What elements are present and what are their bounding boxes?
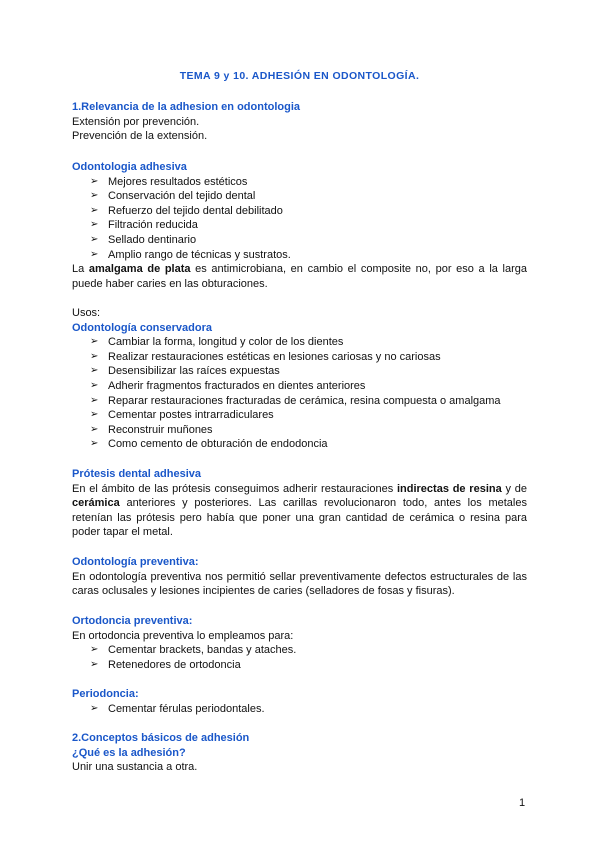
arrow-bullet-icon: ➢ <box>90 394 99 406</box>
arrow-bullet-icon: ➢ <box>90 175 99 187</box>
page-number: 1 <box>519 797 526 809</box>
list-item: ➢ Amplio rango de técnicas y sustratos. <box>90 248 291 261</box>
section-odontologia-adhesiva <box>72 160 527 291</box>
bullet-list <box>72 335 527 452</box>
arrow-bullet-icon: ➢ <box>90 336 99 348</box>
list-item: ➢ Reconstruir muñones <box>90 423 213 436</box>
section-heading: Prótesis dental adhesiva <box>72 468 201 480</box>
list-item: ➢ Desensibilizar las raíces expuestas <box>90 365 280 378</box>
section-heading: Odontología conservadora <box>72 321 212 334</box>
list-item: ➢ Sellado dentinario <box>90 233 197 246</box>
answer-line: Unir una sustancia a otra. <box>72 761 198 774</box>
section-protesis <box>72 467 527 540</box>
arrow-bullet-icon: ➢ <box>90 204 99 216</box>
text-line: Prevención de la extensión. <box>72 130 208 143</box>
arrow-bullet-icon: ➢ <box>90 438 99 450</box>
text-line: Extensión por prevención. <box>72 115 200 128</box>
arrow-bullet-icon: ➢ <box>90 350 99 362</box>
section-heading: Periodoncia: <box>72 688 139 700</box>
bullet-list <box>72 643 527 672</box>
intro-line: En ortodoncia preventiva lo empleamos para: <box>72 629 294 642</box>
list-item: ➢ Retenedores de ortodoncia <box>90 658 241 671</box>
list-item: ➢ Filtración reducida <box>90 219 198 232</box>
arrow-bullet-icon: ➢ <box>90 233 99 245</box>
list-item: ➢ Mejores resultados estéticos <box>90 175 248 188</box>
section-heading: Odontologia adhesiva <box>72 161 187 173</box>
section-heading: 1.Relevancia de la adhesion en odontologia <box>72 101 300 113</box>
section-heading: Odontología preventiva: <box>72 556 199 568</box>
list-item: ➢ Refuerzo del tejido dental debilitado <box>90 204 283 217</box>
section-heading: 2.Conceptos básicos de adhesión <box>72 732 250 744</box>
bullet-list <box>72 702 527 717</box>
list-item: ➢ Conservación del tejido dental <box>90 190 256 203</box>
section-heading: Ortodoncia preventiva: <box>72 615 193 627</box>
arrow-bullet-icon: ➢ <box>90 658 99 670</box>
section-preventiva <box>72 555 527 599</box>
document-title: TEMA 9 y 10. ADHESIÓN EN ODONTOLOGÍA. <box>179 70 420 82</box>
list-item: ➢ Cambiar la forma, longitud y color de los dientes <box>90 336 344 349</box>
paragraph-protesis: En el ámbito de las prótesis conseguimos adherir restauraciones indirectas de resina y de cerámica anteriores y posteriores. Las carillas revolucionaron todo, antes los metales retenían las prótesis pero había que poner una gran cantidad de cerámica o resina para poder tapar el metal. <box>72 482 527 539</box>
section-odontologia-conservadora <box>72 306 527 452</box>
paragraph-preventiva: En odontología preventiva nos permitió sellar preventivamente defectos estructurales de las caras oclusales y lesiones incipientes de caries (selladores de fosas y fisuras). <box>72 570 527 598</box>
list-item: ➢ Adherir fragmentos fracturados en dientes anteriores <box>90 379 366 392</box>
list-item: ➢ Cementar férulas periodontales. <box>90 702 265 715</box>
list-item: ➢ Reparar restauraciones fracturadas de cerámica, resina compuesta o amalgama <box>90 394 501 407</box>
section-conceptos <box>72 731 527 775</box>
section-ortodoncia <box>72 614 527 672</box>
section-periodoncia <box>72 687 527 716</box>
bullet-list <box>72 175 527 263</box>
arrow-bullet-icon: ➢ <box>90 702 99 714</box>
arrow-bullet-icon: ➢ <box>90 379 99 391</box>
arrow-bullet-icon: ➢ <box>90 365 99 377</box>
list-item: ➢ Cementar postes intrarradiculares <box>90 409 274 422</box>
paragraph-amalgama: La amalgama de plata es antimicrobiana, en cambio el composite no, por eso a la larga puede haber caries en las obturaciones. <box>72 263 527 290</box>
subheading-question: ¿Qué es la adhesión? <box>72 746 186 759</box>
arrow-bullet-icon: ➢ <box>90 423 99 435</box>
arrow-bullet-icon: ➢ <box>90 190 99 202</box>
arrow-bullet-icon: ➢ <box>90 248 99 260</box>
section-relevancia <box>72 100 527 144</box>
usos-label: Usos: <box>72 307 101 319</box>
list-item: ➢ Realizar restauraciones estéticas en lesiones cariosas y no cariosas <box>90 350 441 363</box>
list-item: ➢ Como cemento de obturación de endodoncia <box>90 438 328 451</box>
arrow-bullet-icon: ➢ <box>90 644 99 656</box>
list-item: ➢ Cementar brackets, bandas y ataches. <box>90 644 297 657</box>
arrow-bullet-icon: ➢ <box>90 409 99 421</box>
arrow-bullet-icon: ➢ <box>90 219 99 231</box>
